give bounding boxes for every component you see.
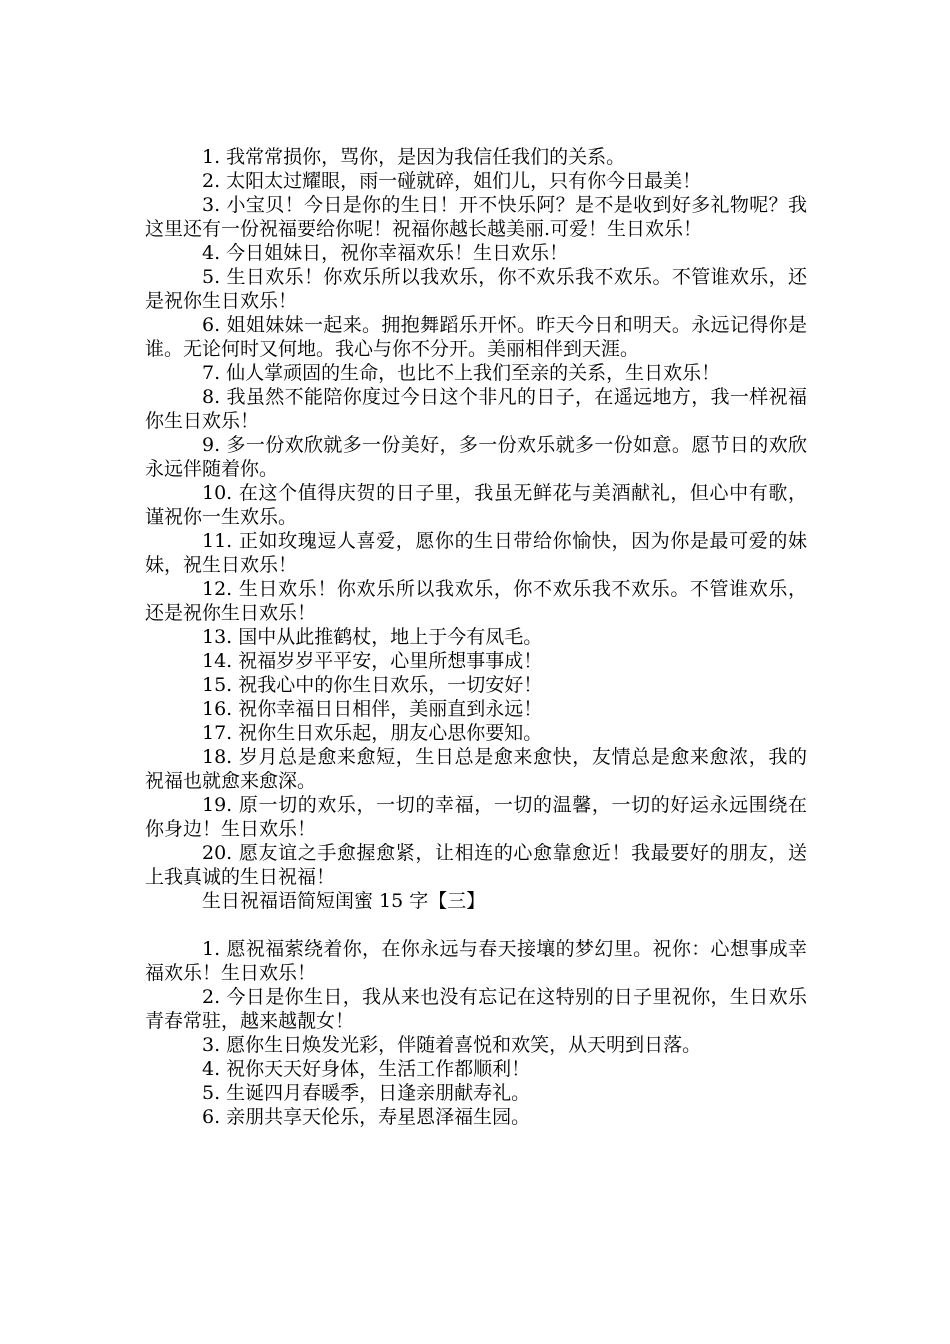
list-item: 19. 原一切的欢乐，一切的幸福，一切的温馨，一切的好运永远围绕在你身边！生日欢乐！ — [145, 794, 807, 840]
document-page — [145, 145, 807, 1129]
list-item: 4. 今日姐妹日，祝你幸福欢乐！生日欢乐！ — [202, 242, 569, 264]
blank-line — [145, 913, 807, 937]
list-item: 20. 愿友谊之手愈握愈紧，让相连的心愈靠愈近！我最要好的朋友，送上我真诚的生日祝福！ — [145, 842, 807, 888]
list-item: 3. 小宝贝！今日是你的生日！开不快乐阿？是不是收到好多礼物呢？我这里还有一份祝福要给你呢！祝福你越长越美丽.可爱！生日欢乐！ — [145, 194, 807, 240]
section-heading: 生日祝福语简短闺蜜 15 字【三】 — [202, 890, 486, 912]
list-item: 4. 祝你天天好身体，生活工作都顺利！ — [202, 1058, 531, 1080]
list-item: 6. 姐姐妹妹一起来。拥抱舞蹈乐开怀。昨天今日和明天。永远记得你是谁。无论何时又何地。我心与你不分开。美丽相伴到天涯。 — [145, 314, 807, 360]
list-item: 11. 正如玫瑰逗人喜爱，愿你的生日带给你愉快，因为你是最可爱的妹妹，祝生日欢乐！ — [145, 530, 807, 576]
wish-list-section-1 — [145, 145, 807, 889]
list-item: 1. 我常常损你，骂你，是因为我信任我们的关系。 — [202, 146, 626, 168]
list-item: 12. 生日欢乐！你欢乐所以我欢乐，你不欢乐我不欢乐。不管谁欢乐，还是祝你生日欢乐！ — [145, 578, 807, 624]
list-item: 6. 亲朋共享天伦乐，寿星恩泽福生园。 — [202, 1106, 531, 1128]
list-item: 14. 祝福岁岁平平安，心里所想事事成！ — [202, 650, 543, 672]
list-item: 16. 祝你幸福日日相伴，美丽直到永远！ — [202, 698, 543, 720]
list-item: 2. 今日是你生日，我从来也没有忘记在这特别的日子里祝你，生日欢乐青春常驻，越来越靓女！ — [145, 986, 807, 1032]
list-item: 9. 多一份欢欣就多一份美好，多一份欢乐就多一份如意。愿节日的欢欣永远伴随着你。 — [145, 434, 807, 480]
list-item: 8. 我虽然不能陪你度过今日这个非凡的日子，在遥远地方，我一样祝福你生日欢乐！ — [145, 386, 807, 432]
list-item: 17. 祝你生日欢乐起，朋友心思你要知。 — [202, 722, 543, 744]
wish-list-section-2 — [145, 937, 807, 1129]
list-item: 5. 生诞四月春暖季，日逢亲朋献寿礼。 — [202, 1082, 531, 1104]
list-item: 13. 国中从此推鹤杖，地上于今有凤毛。 — [202, 626, 543, 648]
list-item: 5. 生日欢乐！你欢乐所以我欢乐，你不欢乐我不欢乐。不管谁欢乐，还是祝你生日欢乐！ — [145, 266, 807, 312]
list-item: 15. 祝我心中的你生日欢乐，一切安好！ — [202, 674, 543, 696]
list-item: 7. 仙人掌顽固的生命，也比不上我们至亲的关系，生日欢乐！ — [202, 362, 721, 384]
list-item: 3. 愿你生日焕发光彩，伴随着喜悦和欢笑，从天明到日落。 — [202, 1034, 702, 1056]
list-item: 1. 愿祝福萦绕着你，在你永远与春天接壤的梦幻里。祝你：心想事成幸福欢乐！生日欢乐！ — [145, 938, 807, 984]
list-item: 2. 太阳太过耀眼，雨一碰就碎，姐们儿，只有你今日最美！ — [202, 170, 702, 192]
list-item: 10. 在这个值得庆贺的日子里，我虽无鲜花与美酒献礼，但心中有歌，谨祝你一生欢乐。 — [145, 482, 807, 528]
list-item: 18. 岁月总是愈来愈短，生日总是愈来愈快，友情总是愈来愈浓，我的祝福也就愈来愈深。 — [145, 746, 807, 792]
